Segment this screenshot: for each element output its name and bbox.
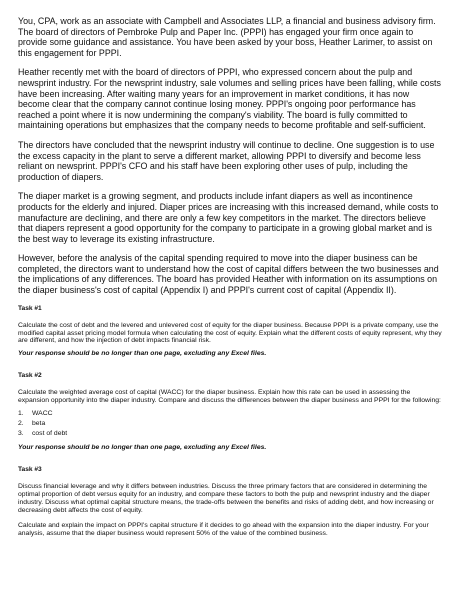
list-item: 1. WACC bbox=[18, 410, 53, 418]
intro-paragraph-5: However, before the analysis of the capital spending required to move into the diaper business can be completed, the directors want to understand how the cost of capital differs between the two businesses and the implications of any differences. The board has provided Heather with information on its assumptions on the diaper business's cost of capital (Appendix I) and PPPI's current cost of capital (Appendix II). bbox=[18, 253, 439, 296]
task-2-list bbox=[18, 409, 443, 439]
intro-paragraph-3: The directors have concluded that the newsprint industry will continue to decline. One suggestion is to use the excess capacity in the plant to serve a different market, allowing PPPI to diversify and become less reliant on newsprint. PPPI's CFO and his staff have been exploring other uses of pulp, including the production of diapers. bbox=[18, 139, 435, 182]
list-item: 3. cost of debt bbox=[18, 430, 68, 438]
task-3-body-1: Discuss financial leverage and why it differs between industries. Discuss the three primary factors that are considered in determining the optimal proportion of debt versus equity for an industry, and compare these factors to both the pulp and newsprint industry and the diaper industry. Discuss what optimal capital structure means, the trade-offs between the benefits and risks of adding debt, and how increasing or decreasing debt affects the cost of equity. bbox=[18, 483, 434, 514]
intro-paragraph-1: You, CPA, work as an associate with Campbell and Associates LLP, a financial and business advisory firm. The board of directors of Pembroke Pulp and Paper Inc. (PPPI) has engaged your firm once again to provide some guidance and assistance. You have been asked by your boss, Heather Larimer, to assist on this engagement for PPPI. bbox=[18, 16, 436, 58]
intro-paragraph-4: The diaper market is a growing segment, and products include infant diapers as well as incontinence products for the elderly and injured. Diaper prices are increasing with this increased demand, while costs to manufacture are declining, and there are only a few key competitors in the market. The directors believe that diapers represent a good opportunity for the company to participate in a growing global market and is the best way to leverage its existing infrastructure. bbox=[18, 191, 439, 244]
task-3-body-2: Calculate and explain the impact on PPPI's capital structure if it decides to go ahead with the expansion into the diaper industry. For your analysis, assume that the diaper business would represent 50% of the value of the combined business. bbox=[18, 521, 429, 537]
task-3-section bbox=[18, 466, 443, 537]
task-2-body: Calculate the weighted average cost of capital (WACC) for the diaper business. Explain how this rate can be used in assessing the expansion opportunity into the diaper industry. Compare and discuss the differences between the diaper business and PPPI for the following: bbox=[18, 389, 441, 405]
intro-paragraph-2: Heather recently met with the board of directors of PPPI, who expressed concern about the pulp and newsprint industry. For the newsprint industry, sale volumes and selling prices have been falling, while costs have been increasing. After waiting many years for an improvement in market conditions, it has now become clear that the company cannot continue losing money. PPPI's ongoing poor performance has reached a point where it is now undermining the company's viability. The board is fully committed to maintaining operations but emphasizes that the company needs to become profitable and self-sufficient. bbox=[18, 67, 441, 131]
task-1-body: Calculate the cost of debt and the levered and unlevered cost of equity for the diaper business. Because PPPI is a private company, use the modified capital asset pricing model formula when calculating the cost of equity. Explain what the different costs of equity represent, why they are different, and how the injection of debt impacts financial risk. bbox=[18, 321, 442, 345]
intro-section bbox=[18, 16, 443, 296]
task-2-heading: Task #2 bbox=[18, 372, 42, 380]
task-2-length-note: Your response should be no longer than one page, excluding any Excel files. bbox=[18, 444, 267, 452]
task-3-heading: Task #3 bbox=[18, 466, 42, 474]
task-1-section bbox=[18, 305, 443, 359]
list-item: 2. beta bbox=[18, 420, 46, 428]
task-1-length-note: Your response should be no longer than one page, excluding any Excel files. bbox=[18, 350, 267, 358]
task-1-heading: Task #1 bbox=[18, 304, 42, 312]
task-2-section bbox=[18, 372, 443, 452]
